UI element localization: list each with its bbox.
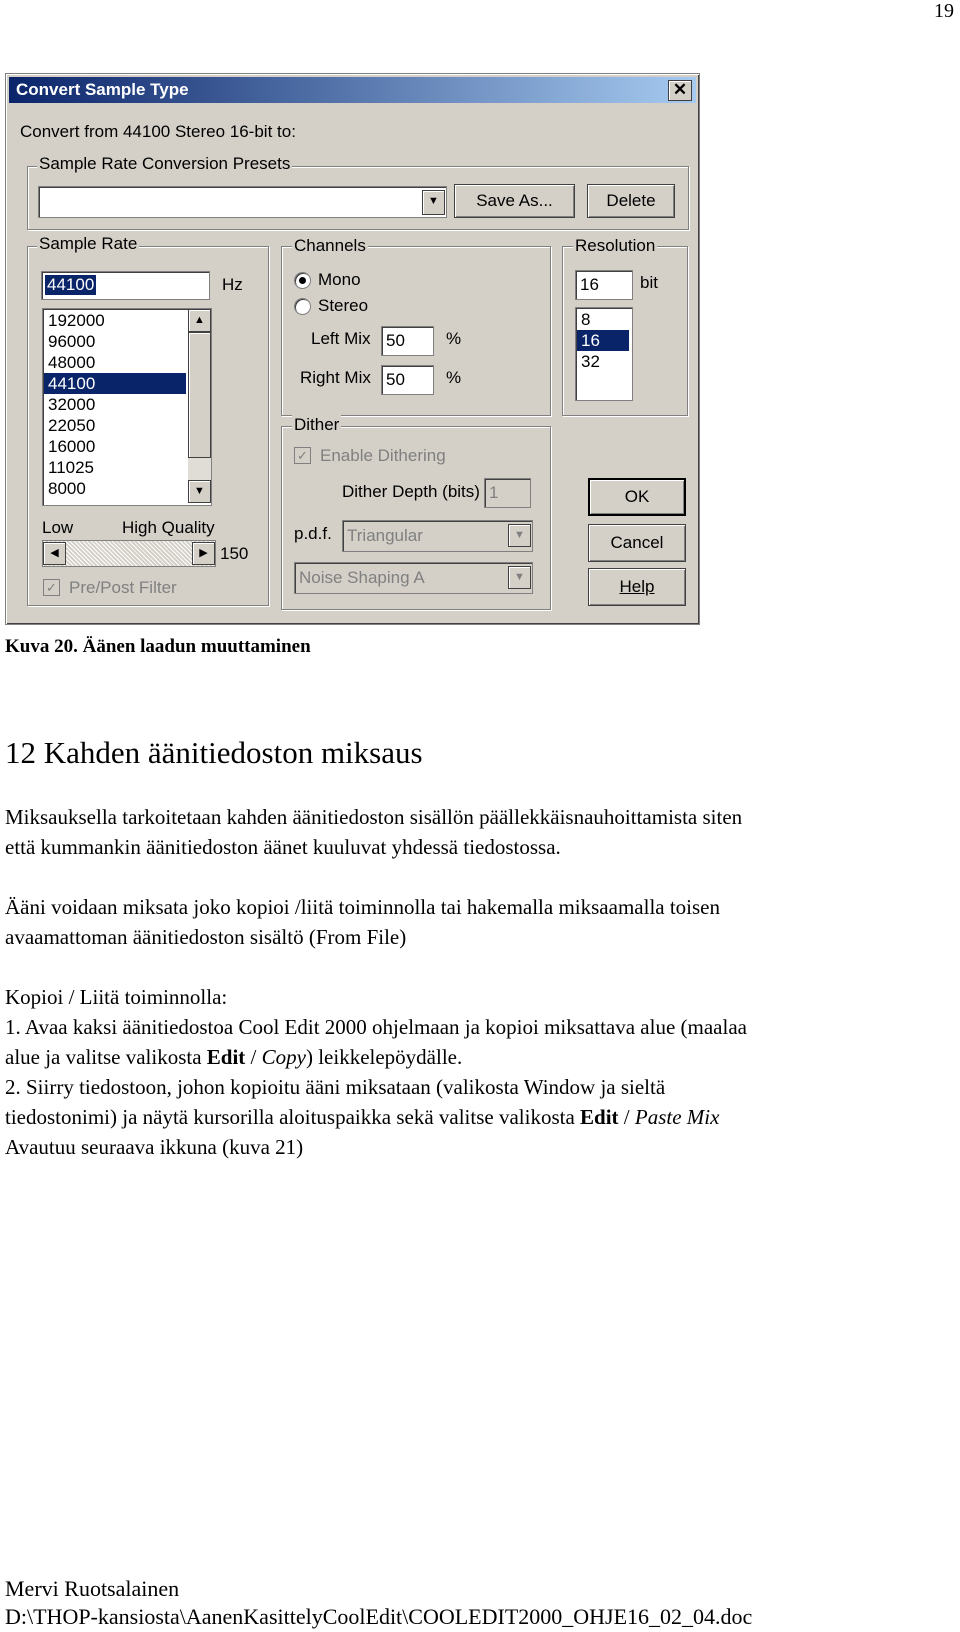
dither-depth-input[interactable] — [484, 478, 531, 508]
left-mix-value: 50 — [386, 331, 405, 350]
noise-shaping-value: Noise Shaping A — [299, 568, 425, 587]
step-1-text-b: / — [245, 1045, 262, 1069]
left-mix-input[interactable] — [381, 326, 434, 356]
pdf-select[interactable] — [342, 520, 533, 552]
channels-label: Channels — [294, 236, 366, 255]
chevron-down-icon[interactable]: ▼ — [508, 566, 531, 589]
sample-rate-scrollbar[interactable] — [188, 309, 211, 503]
resolution-option[interactable]: 8 — [581, 310, 591, 329]
pre-post-filter-checkbox[interactable]: ✓ — [43, 579, 60, 596]
left-mix-label: Left Mix — [311, 329, 371, 348]
sample-rate-list-items — [44, 310, 186, 499]
close-icon[interactable]: ✕ — [668, 80, 692, 101]
left-mix-percent: % — [446, 329, 462, 348]
pdf-label: p.d.f. — [294, 524, 332, 543]
paragraph-3: Kopioi / Liitä toiminnolla: — [5, 985, 228, 1009]
sample-rate-option[interactable]: 48000 — [48, 353, 96, 372]
mono-label: Mono — [318, 270, 361, 289]
convert-sample-type-dialog — [5, 73, 700, 625]
step-2-line-3: Avautuu seuraava ikkuna (kuva 21) — [5, 1135, 304, 1159]
pdf-value: Triangular — [347, 526, 423, 545]
bit-unit: bit — [640, 273, 658, 292]
sample-rate-label: Sample Rate — [39, 234, 138, 253]
step-2-paste-mix-command: Paste Mix — [634, 1105, 720, 1129]
scroll-up-icon[interactable]: ▲ — [188, 309, 211, 332]
sample-rate-option[interactable]: 22050 — [48, 416, 96, 435]
enable-dithering-label: Enable Dithering — [320, 446, 446, 465]
presets-label: Sample Rate Conversion Presets — [39, 154, 291, 173]
sample-rate-option[interactable]: 44100 — [44, 373, 186, 394]
sample-rate-option[interactable]: 11025 — [48, 458, 95, 477]
sample-rate-input[interactable] — [41, 271, 210, 300]
figure-caption: Kuva 20. Äänen laadun muuttaminen — [5, 636, 311, 657]
step-1-line-2 — [5, 1042, 945, 1072]
scroll-thumb[interactable] — [188, 332, 211, 458]
dither-depth-label: Dither Depth (bits) — [342, 482, 480, 501]
right-mix-label: Right Mix — [300, 368, 371, 387]
step-1-edit-menu: Edit — [206, 1045, 246, 1069]
sample-rate-list[interactable] — [42, 308, 212, 506]
resolution-input[interactable] — [575, 270, 633, 300]
pre-post-filter-label: Pre/Post Filter — [69, 578, 177, 597]
paragraph-1-line-1: Miksauksella tarkoitetaan kahden äänitiedoston sisällön päällekkäisnauhoittamista siten — [5, 805, 743, 829]
section-heading: 12 Kahden äänitiedoston miksaus — [5, 735, 423, 770]
paragraph-2-line-2: avaamattoman äänitiedoston sisältö (From File) — [5, 925, 407, 949]
footer-path: D:\THOP-kansiosta\AanenKasittelyCoolEdit\COOLEDIT2000_OHJE16_02_04.doc — [5, 1604, 753, 1629]
resolution-list-items — [577, 309, 629, 372]
step-2-text-b: / — [618, 1105, 635, 1129]
resolution-value: 16 — [580, 275, 599, 294]
step-2-line-2 — [5, 1102, 945, 1132]
convert-from-label: Convert from 44100 Stereo 16-bit to: — [20, 122, 296, 141]
dither-label: Dither — [294, 415, 340, 434]
dialog-title: Convert Sample Type — [16, 80, 189, 99]
dialog-titlebar[interactable] — [9, 77, 696, 103]
quality-high-label: High Quality — [122, 518, 215, 537]
stereo-label: Stereo — [318, 296, 369, 315]
sample-rate-option[interactable]: 16000 — [48, 437, 96, 456]
sample-rate-option[interactable]: 96000 — [48, 332, 96, 351]
step-1-text-a: alue ja valitse valikosta — [5, 1045, 207, 1069]
sample-rate-option[interactable]: 32000 — [48, 395, 96, 414]
slider-right-icon[interactable]: ▶ — [192, 542, 215, 565]
step-1-line-1: 1. Avaa kaksi äänitiedostoa Cool Edit 2000 ohjelmaan ja kopioi miksattava alue (maalaa — [5, 1015, 747, 1039]
paragraph-1-line-2: että kummankin äänitiedoston äänet kuuluvat yhdessä tiedostossa. — [5, 835, 561, 859]
stereo-radio[interactable] — [294, 298, 311, 315]
chevron-down-icon[interactable]: ▼ — [422, 190, 445, 215]
sample-rate-option[interactable]: 8000 — [48, 479, 86, 498]
resolution-option[interactable]: 32 — [581, 352, 600, 371]
step-2-line-1: 2. Siirry tiedostoon, johon kopioitu ääni miksataan (valikosta Window ja sieltä — [5, 1075, 666, 1099]
right-mix-value: 50 — [386, 370, 405, 389]
page-number: 19 — [934, 0, 954, 22]
sample-rate-option[interactable]: 192000 — [48, 311, 105, 330]
footer-author: Mervi Ruotsalainen — [5, 1576, 180, 1601]
quality-low-label: Low — [42, 518, 74, 537]
scroll-down-icon[interactable]: ▼ — [188, 480, 211, 503]
resolution-list[interactable] — [575, 307, 633, 401]
slider-left-icon[interactable]: ◀ — [43, 542, 66, 565]
hz-unit: Hz — [222, 275, 243, 294]
presets-combo[interactable] — [38, 186, 447, 218]
resolution-option[interactable]: 16 — [577, 330, 629, 351]
enable-dithering-checkbox[interactable]: ✓ — [294, 447, 311, 464]
dither-depth-value: 1 — [489, 483, 499, 502]
help-button[interactable]: Help — [588, 568, 686, 606]
step-1-text-c: ) leikkelepöydälle. — [305, 1045, 463, 1069]
quality-value: 150 — [220, 544, 249, 563]
step-2-text-a: tiedostonimi) ja näytä kursorilla aloituspaikka sekä valitse valikosta — [5, 1105, 581, 1129]
mono-radio[interactable] — [294, 272, 311, 289]
quality-slider[interactable] — [42, 540, 216, 567]
delete-button[interactable]: Delete — [587, 184, 675, 218]
noise-shaping-select[interactable] — [294, 562, 533, 594]
chevron-down-icon[interactable]: ▼ — [508, 524, 531, 547]
resolution-label: Resolution — [575, 236, 656, 255]
step-1-copy-command: Copy — [261, 1045, 306, 1069]
cancel-button[interactable]: Cancel — [588, 524, 686, 562]
step-2-edit-menu: Edit — [580, 1105, 619, 1129]
right-mix-percent: % — [446, 368, 462, 387]
sample-rate-value: 44100 — [47, 275, 95, 294]
ok-button[interactable]: OK — [588, 478, 686, 516]
right-mix-input[interactable] — [381, 365, 434, 395]
paragraph-2-line-1: Ääni voidaan miksata joko kopioi /liitä toiminnolla tai hakemalla miksaamalla toisen — [5, 895, 721, 919]
save-as-button[interactable]: Save As... — [454, 184, 575, 218]
